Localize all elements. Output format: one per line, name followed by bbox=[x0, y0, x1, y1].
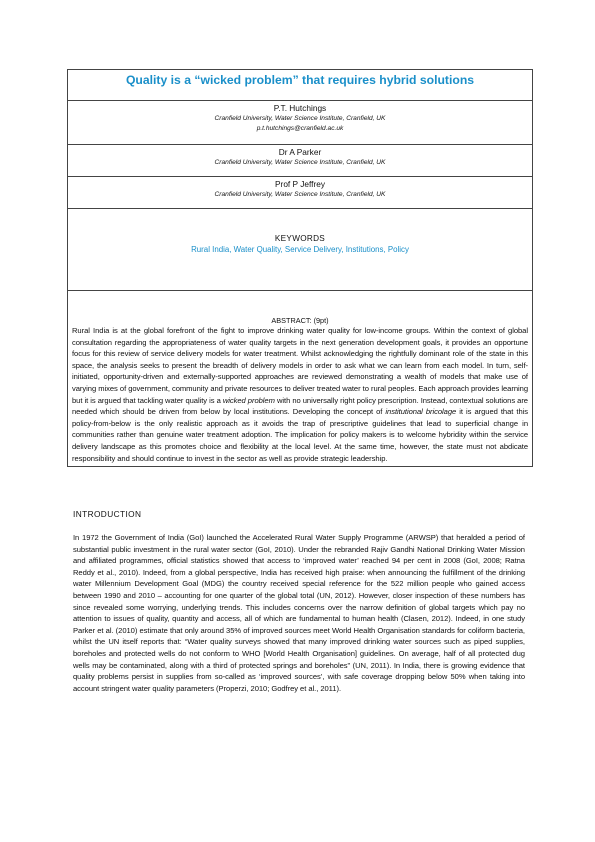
author-block-1 bbox=[68, 101, 532, 145]
abstract-block bbox=[68, 291, 532, 466]
paper-title: Quality is a “wicked problem” that requires hybrid solutions bbox=[68, 70, 532, 101]
introduction-text: In 1972 the Government of India (GoI) launched the Accelerated Rural Water Supply Programme (ARWSP) that heralded a period of substantial public investment in the rural water sector (GoI, 2010). Under the rebranded Rajiv Gandhi National Drinking Water Mission and affiliated programmes, official statistics showed that access to ‘improved water’ reached 94 per cent in 2008 (GoI, 2008; Ratna Reddy et al., 2010). Indeed, from a global perspective, India has received high praise: when announcing the fulfillment of the drinking water Millennium Development Goal (MDG) the country received special reference for the 522 million people who gained access between 1990 and 2010 – accounting for one quarter of the global total (UN, 2012). However, closer inspection of these numbers has since revealed some worrying, underlying trends. This includes concerns over the narrow definition of global targets which pay no attention to issues of quality, quantity and access, all of which are fundamental to human health (Clasen, 2012). Indeed, in one study Parker et al. (2010) estimate that only around 35% of improved sources meet World Health Organisation standards for coliform bacteria, whilst the UN itself reports that: “Water quality surveys showed that many improved drinking water sources such as piped supplies, boreholes and protected wells do not conform to WHO [World Health Organisation] guidelines. On average, half of all protected dug wells may be contaminated, along with a third of protected springs and boreholes” (UN, 2011). In India, there is growing evidence that quality problems persist in supplies from so-called as ‘improved sources’, with safe coverage dropping below 50% when taking into account stringent water quality parameters (Properzi, 2010; Godfrey et al., 2011). bbox=[73, 533, 525, 693]
abstract-text: Rural India is at the global forefront of the fight to improve drinking water quality for low-income groups. Within the context of global consultation regarding the appropriateness of water quality targets in the next generation development goals, it provides an opportune focus for this review of service delivery models for water treatment. Whilst acknowledging the rightfully dominant role of the state in this space, the analysis seeks to present the breadth of delivery models in order to ask what we can learn from each model. In turn, self-initiated, opportunity-driven and externally-supported approaches are reviewed demonstrating a wealth of models that make use of varying mixes of government, community and private resources to deliver treated water to rural peoples. Each approach provides learning but it is argued that tackling water quality is a wicked problem with no universally right policy prescription. Instead, contextual solutions are needed which should be driven from below by local institutions. Developing the concept of institutional bricolage it is argued that this policy-from-below is the only realistic approach as it avoids the trap of prescriptive guidelines that lead to superficial change in communities rather than genuine water treatment adoption. The implication for policy makers is to welcome hybridity within the service delivery landscape as this promotes choice and flexibility at the local level. At the same time, however, the state must not abdicate responsibility and should continue to invest in the sector as well as provide strategic leadership. bbox=[72, 326, 529, 463]
emphasis-wicked-problem: wicked problem bbox=[222, 395, 275, 405]
author-name: Prof P Jeffrey bbox=[275, 179, 325, 189]
keywords-heading: KEYWORDS bbox=[274, 234, 326, 243]
author-affiliation: Cranfield University, Water Science Institute, Cranfield, UK bbox=[214, 115, 386, 122]
author-block-3 bbox=[68, 177, 532, 209]
author-email: p.t.hutchings@cranfield.ac.uk bbox=[256, 125, 344, 132]
header-table bbox=[67, 69, 533, 467]
abstract-heading: ABSTRACT: (9pt) bbox=[271, 316, 329, 325]
introduction-heading: INTRODUCTION bbox=[73, 509, 142, 519]
author-name: Dr A Parker bbox=[278, 147, 322, 157]
author-name: P.T. Hutchings bbox=[273, 103, 327, 113]
emphasis-institutional-bricolage: institutional bricolage bbox=[385, 407, 457, 417]
author-block-2 bbox=[68, 145, 532, 177]
author-affiliation: Cranfield University, Water Science Institute, Cranfield, UK bbox=[214, 159, 386, 166]
author-affiliation: Cranfield University, Water Science Institute, Cranfield, UK bbox=[214, 191, 386, 198]
keywords-list: Rural India, Water Quality, Service Delivery, Institutions, Policy bbox=[191, 245, 409, 254]
keywords-block bbox=[68, 233, 532, 291]
